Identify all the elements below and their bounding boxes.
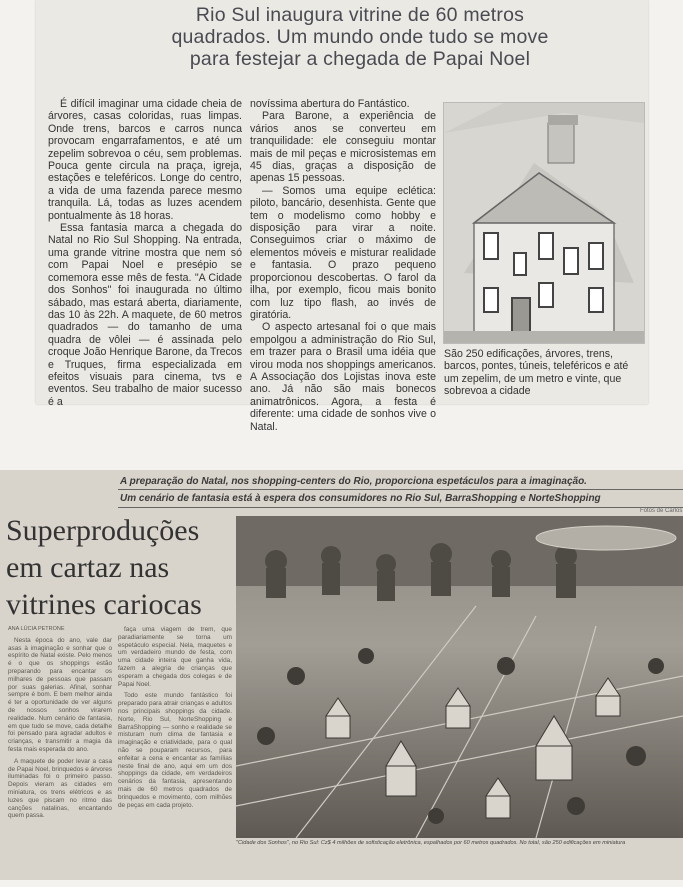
bottom-article-column-1 bbox=[8, 626, 112, 820]
top-col2-paragraph: novíssima abertura do Fantástico. bbox=[250, 98, 410, 110]
bottom-headline-line-1: Superproduções bbox=[6, 514, 200, 547]
top-col2-paragraph: O aspecto artesanal foi o que mais empolgou a administração do Rio Sul, em trazer para o Brasil uma idéia que virou moda nos shoppings americanos. A Associação dos Lojistas inova este ano. Já não são mais bonecos animatrônicos. Agora, a festa é diferente: uma cidade de sonhos vive o Natal. bbox=[250, 321, 436, 433]
top-headline bbox=[90, 4, 630, 70]
house-photo-caption: São 250 edificações, árvores, trens, barcos, pontes, túneis, teleféricos e até um zepelim, de um metro e vinte, que sobrevoa a cidade bbox=[444, 348, 629, 398]
bottom-col1-paragraph: Nesta época do ano, vale dar asas à imaginação e sonhar que o espírito de Natal existe. Pelo menos é o que os shoppings estão preparando para encantar os milhares de pessoas que passam por suas galerias. Afinal, sonhar sempre é bom. E bem melhor ainda é ter a oportunidade de ver alguns de nossos sonhos virarem realidade. Num cenário de fantasia, em que tudo se move, cada detalhe foi pensado para agradar adultos e crianças, e transmitir a magia da festa mais esperada do ano. bbox=[8, 636, 112, 753]
bottom-col2-paragraph: Todo este mundo fantástico foi preparado para atrair crianças e adultos nos principais shoppings da cidade. Norte, Rio Sul, NorteShopping e BarraShopping — sonho e realidade se misturam num clima de fantasia e imaginação e criatividade, para o qual não se pouparam recursos, para enfeitar a cena e encantar as famílias neste final de ano, aqui em um dos shoppings da cidade, em verdadeiros cenários da fantasia, apresentando mais de 60 metros quadrados de brinquedos e movimento, com milhões de peças em cada projeto. bbox=[118, 692, 232, 809]
miniature-house-photo bbox=[443, 102, 645, 344]
top-headline-line-1: Rio Sul inaugura vitrine de 60 metros bbox=[195, 4, 525, 26]
top-col2-paragraph: — Somos uma equipe eclética: piloto, bancário, desenhista. Gente que tem o modelismo como hobby e disposição para virar a noite. Conseguimos criar o máximo de elementos móveis e misturar realidade e fantasia. O prazo pequeno proporcionou descobertas. O farol da ilha, por exemplo, ficou mais bonito com luz tipo flash, ao invés de giratória. bbox=[250, 184, 436, 321]
top-col2-paragraph: Para Barone, a experiência de vários anos se converteu em tranquilidade: ele conseguiu montar mais de mil peças e microsistemas em 45 dias, graças a disposição de apenas 15 pessoas. bbox=[250, 110, 436, 185]
top-article-column-2 bbox=[250, 98, 436, 433]
top-headline-line-2: quadrados. Um mundo onde tudo se move bbox=[171, 26, 549, 48]
bottom-article-column-2 bbox=[118, 626, 232, 809]
miniature-house-illustration bbox=[444, 103, 644, 343]
bottom-kicker-2: Um cenário de fantasia está à espera dos consumidores no Rio Sul, BarraShopping e NorteShopping bbox=[120, 493, 601, 504]
bottom-headline-line-3: vitrines cariocas bbox=[6, 588, 202, 621]
bottom-kicker: A preparação do Natal, nos shopping-centers do Rio, proporciona espetáculos para a imaginação. bbox=[120, 476, 587, 487]
photo-credit: Fotos de Carlos bbox=[640, 508, 683, 514]
top-headline-line-3: para festejar a chegada de Papai Noel bbox=[189, 48, 531, 70]
kicker-divider bbox=[118, 489, 683, 490]
bottom-headline bbox=[6, 512, 236, 623]
bottom-col1-paragraph: A maquete de poder levar a casa de Papai Noel, brinquedos e árvores iluminadas foi o primeiro passo. Depois vieram as cidades em miniatura, os trens elétricos e as luzes que piscam no ritmo das canções natalinas, encantando quem passa. bbox=[8, 757, 112, 820]
top-col1-paragraph: É difícil imaginar uma cidade cheia de árvores, casas coloridas, ruas limpas. Onde trens, barcos e carros nunca provocam engarrafamentos, e até um zepelim sobrevoa o céu, sem problemas. Pouca gente circula na praça, igreja, estações e teleféricos. Longe do centro, a vida de uma fazenda parece mesmo tranquila. Lá, todas as luzes acendem pontualmente às 18 horas. bbox=[48, 98, 242, 222]
city-photo-caption: "Cidade dos Sonhos", no Rio Sul: Cz$ 4 milhões de sofisticação eletrônica, espalhados por 60 metros quadrados. No total, são 250 edificações em miniatura bbox=[236, 840, 626, 846]
kicker-divider-2 bbox=[118, 507, 683, 508]
top-article-column-1 bbox=[48, 98, 242, 408]
miniature-city-illustration bbox=[236, 516, 683, 838]
bottom-headline-line-2: em cartaz nas bbox=[6, 551, 170, 584]
city-of-dreams-photo bbox=[236, 516, 683, 838]
byline: ANA LÚCIA PETRONE bbox=[8, 626, 65, 632]
top-col1-paragraph: Essa fantasia marca a chegada do Natal no Rio Sul Shopping. Na entrada, uma grande vitrine mostra que nem só com Papai Noel e presépio se comemora esse mês de festa. "A Cidade dos Sonhos" foi inaugurada no último sábado, mas estará aberta, diariamente, das 10 às 22h. A maquete, de 60 metros quadrados — do tamanho de uma quadra de vôlei — é assinada pelo croque João Henrique Barone, da Trecos e Truques, firma especializada em efeitos visuais para cinema, tvs e eventos. Seu trabalho de maior sucesso é a bbox=[48, 222, 242, 408]
bottom-col2-paragraph: faça uma viagem de trem, que paradiariamente se torna um espetáculo especial. Nela, maquetes e um verdadeiro mundo de festa, com uma cidade inteira que ganha vida, fazem a alegria de crianças que esperam a chegada dos colegas e de Papai Noel. bbox=[118, 626, 232, 688]
